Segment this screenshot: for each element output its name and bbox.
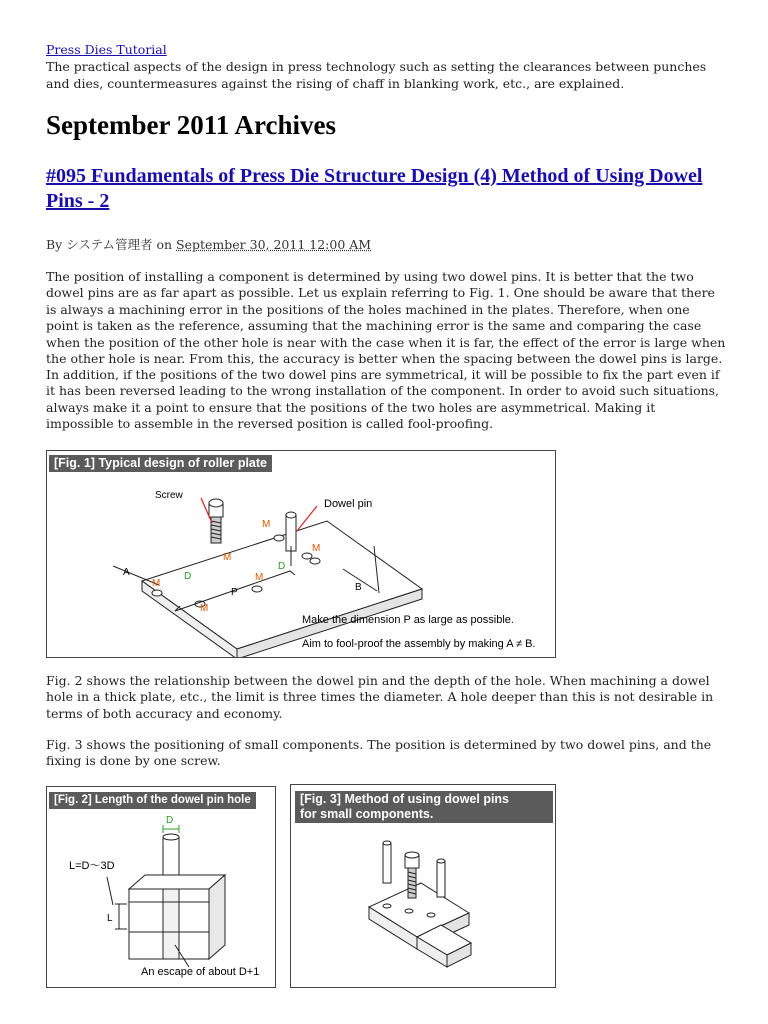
figure-2	[46, 786, 276, 988]
post-paragraph-4: Fig. 3 shows the positioning of small components. The position is determined by two dowel pins, and the fixing is done by one screw.	[46, 737, 712, 769]
dimension-b-label: B	[355, 582, 362, 593]
fig2-escape-label: An escape of about D+1	[141, 966, 260, 978]
post-paragraph-2: In addition, if the positions of the two dowel pins are symmetrical, it will be possible to fix the part even if it has been reversed leading to the wrong installation of the component. In order to avoid such situations, always make it a point to ensure that the positions of the two holes are asymmetrical. Making it impossible to assemble in the reversed position is called fool-proofing.	[46, 367, 720, 432]
by-label: By	[46, 237, 63, 252]
fig2-l-label: L	[107, 913, 113, 924]
on-label: on	[156, 237, 173, 252]
fig1-note-1: Make the dimension P as large as possible.	[302, 614, 514, 626]
figure-3	[290, 784, 556, 988]
figure-2-title: [Fig. 2] Length of the dowel pin hole	[49, 792, 256, 809]
fig1-note-2: Aim to fool-proof the assembly by making A ≠ B.	[302, 638, 536, 650]
roller-plate-diagram	[47, 451, 555, 657]
dowel-pin-hole-diagram	[47, 787, 275, 987]
category-description: The practical aspects of the design in press technology such as setting the clearances between punches and dies, countermeasures against the rising of chaff in blanking work, etc., are explained.	[46, 59, 707, 91]
post-paragraph-1: The position of installing a component is determined by using two dowel pins. It is better that the two dowel pins are as far apart as possible. Let us explain referring to Fig. 1. One should be aware that there is always a machining error in the positions of the holes machined in the plates. Therefore, when one point is taken as the reference, assuming that the machining error is the same and comparing the case when the position of the other hole is near with the case when it is far, the effect of the error is large when the other hole is near. From this, the accuracy is better when the spacing between the dowel pins is large.	[46, 269, 726, 367]
breadcrumb-link[interactable]: Press Dies Tutorial	[46, 42, 167, 57]
dimension-a-label: A	[123, 567, 130, 578]
dowel-pin-label: Dowel pin	[324, 498, 373, 510]
post-date[interactable]: September 30, 2011 12:00 AM	[176, 237, 372, 252]
post-byline	[46, 235, 371, 253]
figure-1-title: [Fig. 1] Typical design of roller plate	[49, 455, 272, 472]
m-label: M	[255, 572, 264, 583]
screw-label: Screw	[155, 490, 183, 501]
m-label: M	[262, 519, 271, 530]
dimension-p-label: P	[231, 587, 238, 598]
fig2-d-label: D	[166, 815, 174, 826]
post-title-link[interactable]: #095 Fundamentals of Press Die Structure Design (4) Method of Using Dowel Pins - 2	[46, 165, 703, 212]
d-label: D	[278, 561, 286, 572]
figure-3-title-line-2: for small components.	[300, 807, 434, 821]
fig2-formula: L=D～3D	[69, 860, 115, 872]
figure-1	[46, 450, 556, 658]
d-label: D	[184, 571, 192, 582]
m-label: M	[223, 552, 232, 563]
figure-3-title-line-1: [Fig. 3] Method of using dowel pins	[300, 792, 510, 806]
m-label: M	[200, 603, 209, 614]
small-component-diagram	[291, 785, 555, 987]
post-title	[46, 164, 726, 214]
m-label: M	[152, 578, 161, 589]
post-paragraph-3: Fig. 2 shows the relationship between the dowel pin and the depth of the hole. When machining a dowel hole in a thick plate, etc., the limit is three times the diameter. A hole deeper than this is not desirable in terms of both accuracy and economy.	[46, 673, 714, 721]
m-label: M	[312, 543, 321, 554]
author-name: システム管理者	[66, 237, 153, 252]
archive-title: September 2011 Archives	[46, 110, 336, 140]
